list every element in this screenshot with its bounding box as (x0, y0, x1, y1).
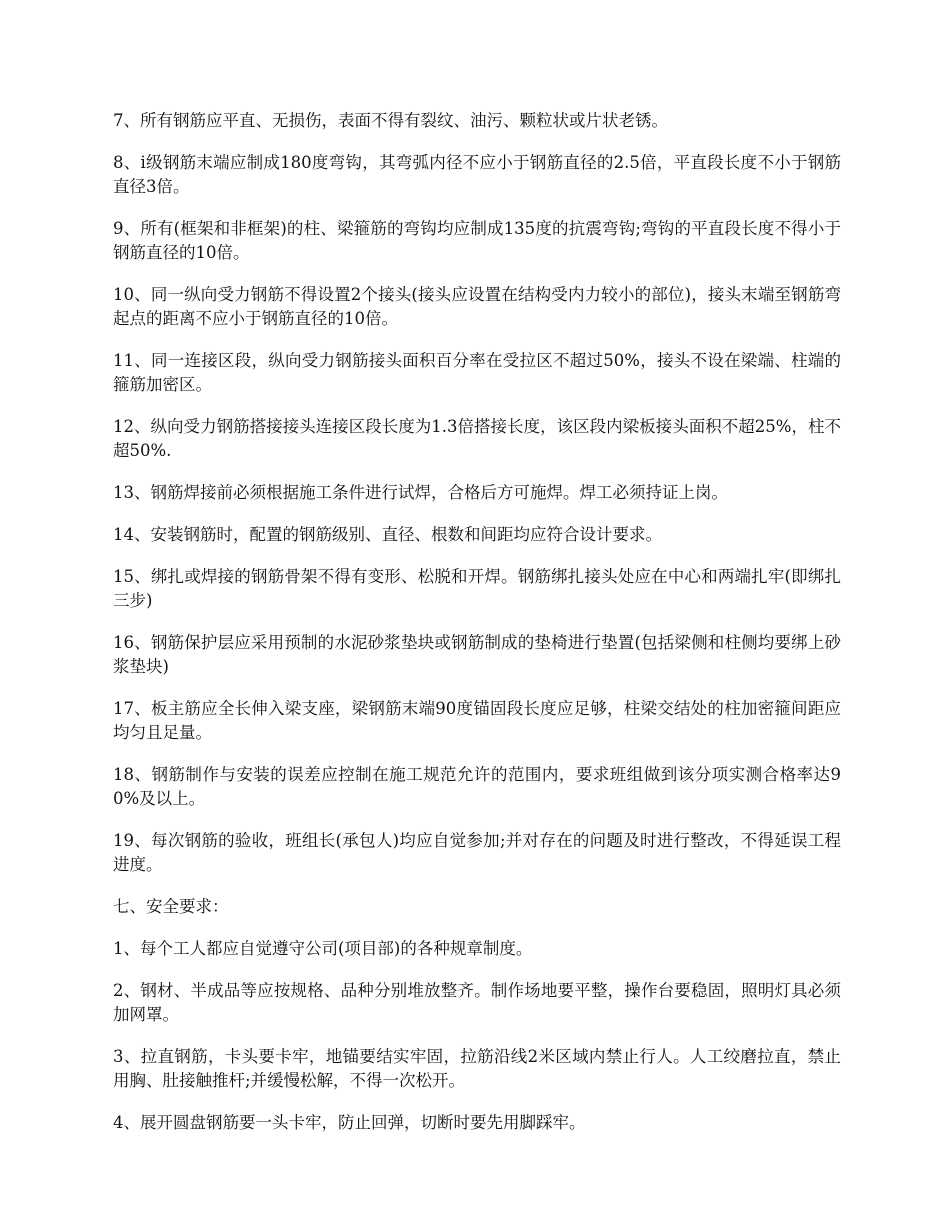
safety-paragraph-2: 2、钢材、半成品等应按规格、品种分别堆放整齐。制作场地要平整，操作台要稳固，照明灯具必须加网罩。 (113, 981, 841, 1024)
paragraph-12: 12、纵向受力钢筋搭接接头连接区段长度为1.3倍搭接长度，该区段内梁板接头面积不超25%，柱不超50%. (113, 417, 841, 460)
paragraph-18: 18、钢筋制作与安装的误差应控制在施工规范允许的范围内，要求班组做到该分项实测合格率达90%及以上。 (113, 765, 841, 808)
paragraph-7: 7、所有钢筋应平直、无损伤，表面不得有裂纹、油污、颗粒状或片状老锈。 (113, 111, 668, 130)
paragraph-8: 8、ⅰ级钢筋末端应制成180度弯钩，其弯弧内径不应小于钢筋直径的2.5倍，平直段长度不小于钢筋直径3倍。 (113, 153, 841, 196)
safety-paragraph-3: 3、拉直钢筋，卡头要卡牢，地锚要结实牢固，拉筋沿线2米区域内禁止行人。人工绞磨拉直，禁止用胸、肚接触推杆;并缓慢松解，不得一次松开。 (113, 1047, 841, 1090)
section-heading-safety: 七、安全要求： (113, 897, 229, 916)
paragraph-16: 16、钢筋保护层应采用预制的水泥砂浆垫块或钢筋制成的垫椅进行垫置(包括梁侧和柱侧均要绑上砂浆垫块) (113, 633, 841, 676)
paragraph-14: 14、安装钢筋时，配置的钢筋级别、直径、根数和间距均应符合设计要求。 (113, 525, 662, 544)
paragraph-15: 15、绑扎或焊接的钢筋骨架不得有变形、松脱和开焊。钢筋绑扎接头处应在中心和两端扎牢(即绑扎三步) (113, 567, 841, 610)
paragraph-13: 13、钢筋焊接前必须根据施工条件进行试焊，合格后方可施焊。焊工必须持证上岗。 (113, 483, 728, 502)
paragraph-11: 11、同一连接区段，纵向受力钢筋接头面积百分率在受拉区不超过50%，接头不设在梁端、柱端的箍筋加密区。 (113, 351, 841, 394)
paragraph-9: 9、所有(框架和非框架)的柱、梁箍筋的弯钩均应制成135度的抗震弯钩;弯钩的平直段长度不得小于钢筋直径的10倍。 (113, 219, 841, 262)
paragraph-17: 17、板主筋应全长伸入梁支座，梁钢筋末端90度锚固段长度应足够，柱梁交结处的柱加密箍间距应均匀且足量。 (113, 699, 841, 742)
safety-paragraph-4: 4、展开圆盘钢筋要一头卡牢，防止回弹，切断时要先用脚踩牢。 (113, 1113, 586, 1132)
paragraph-10: 10、同一纵向受力钢筋不得设置2个接头(接头应设置在结构受内力较小的部位)，接头末端至钢筋弯起点的距离不应小于钢筋直径的10倍。 (113, 285, 841, 328)
document-body (113, 109, 841, 1153)
paragraph-19: 19、每次钢筋的验收，班组长(承包人)均应自觉参加;并对存在的问题及时进行整改，不得延误工程进度。 (113, 831, 841, 874)
safety-paragraph-1: 1、每个工人都应自觉遵守公司(项目部)的各种规章制度。 (113, 939, 533, 958)
